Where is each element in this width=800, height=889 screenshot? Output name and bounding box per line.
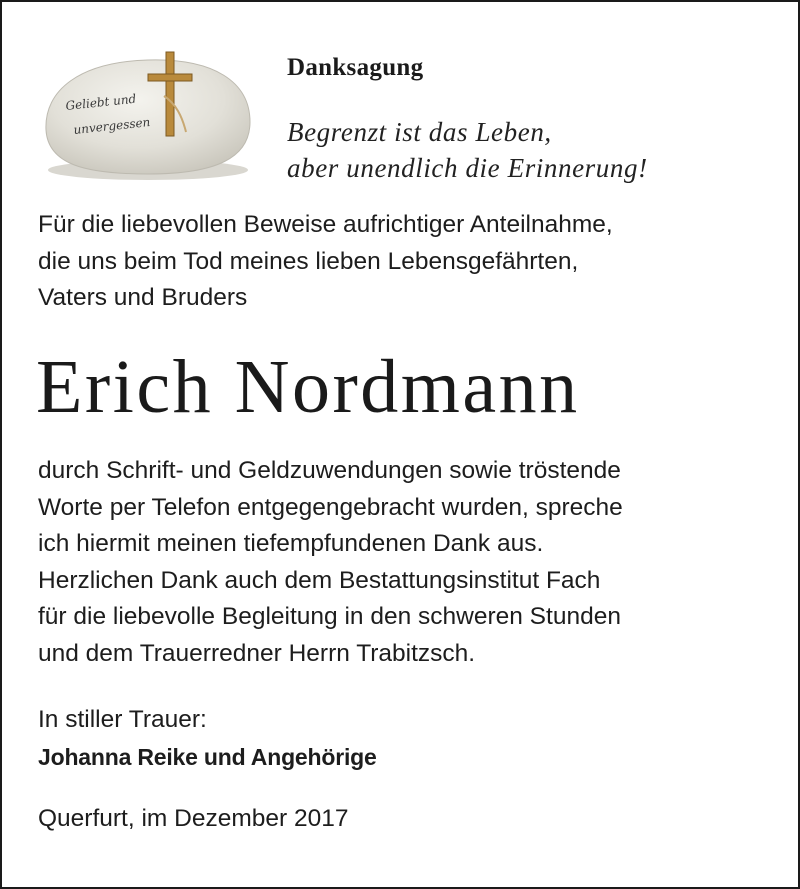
stone-inscription-line-1: Geliebt und bbox=[64, 91, 137, 113]
body-paragraph bbox=[38, 453, 623, 672]
mourning-section bbox=[38, 702, 377, 775]
deceased-name: Erich Nordmann bbox=[36, 345, 580, 429]
text-line: und dem Trauerredner Herrn Trabitzsch. bbox=[38, 639, 476, 667]
intro-paragraph bbox=[38, 207, 613, 317]
memorial-stone-image bbox=[36, 46, 258, 182]
memorial-quote bbox=[287, 114, 648, 186]
stone-inscription-line-2: unvergessen bbox=[72, 115, 151, 137]
signers: Johanna Reike und Angehörige bbox=[38, 743, 377, 770]
quote-line: Begrenzt ist das Leben, bbox=[287, 117, 552, 147]
mourning-label: In stiller Trauer: bbox=[38, 706, 207, 733]
text-line: Für die liebevollen Beweise aufrichtiger Anteilnahme, bbox=[38, 211, 613, 238]
heading-danksagung: Danksagung bbox=[287, 54, 424, 81]
text-line: Vaters und Bruders bbox=[38, 284, 248, 311]
text-line: Herzlichen Dank auch dem Bestattungsinstitut Fach bbox=[38, 566, 601, 594]
text-line: Worte per Telefon entgegengebracht wurden, spreche bbox=[38, 493, 623, 521]
text-line: die uns beim Tod meines lieben Lebensgefährten, bbox=[38, 247, 579, 275]
place-date-text: Querfurt, im Dezember 2017 bbox=[38, 805, 349, 832]
text-line: durch Schrift- und Geldzuwendungen sowie tröstende bbox=[38, 457, 621, 484]
text-line: ich hiermit meinen tiefempfundenen Dank aus. bbox=[38, 530, 544, 557]
place-date bbox=[38, 801, 348, 838]
text-line: für die liebevolle Begleitung in den schweren Stunden bbox=[38, 603, 621, 630]
quote-line: aber unendlich die Erinnerung! bbox=[287, 153, 648, 183]
